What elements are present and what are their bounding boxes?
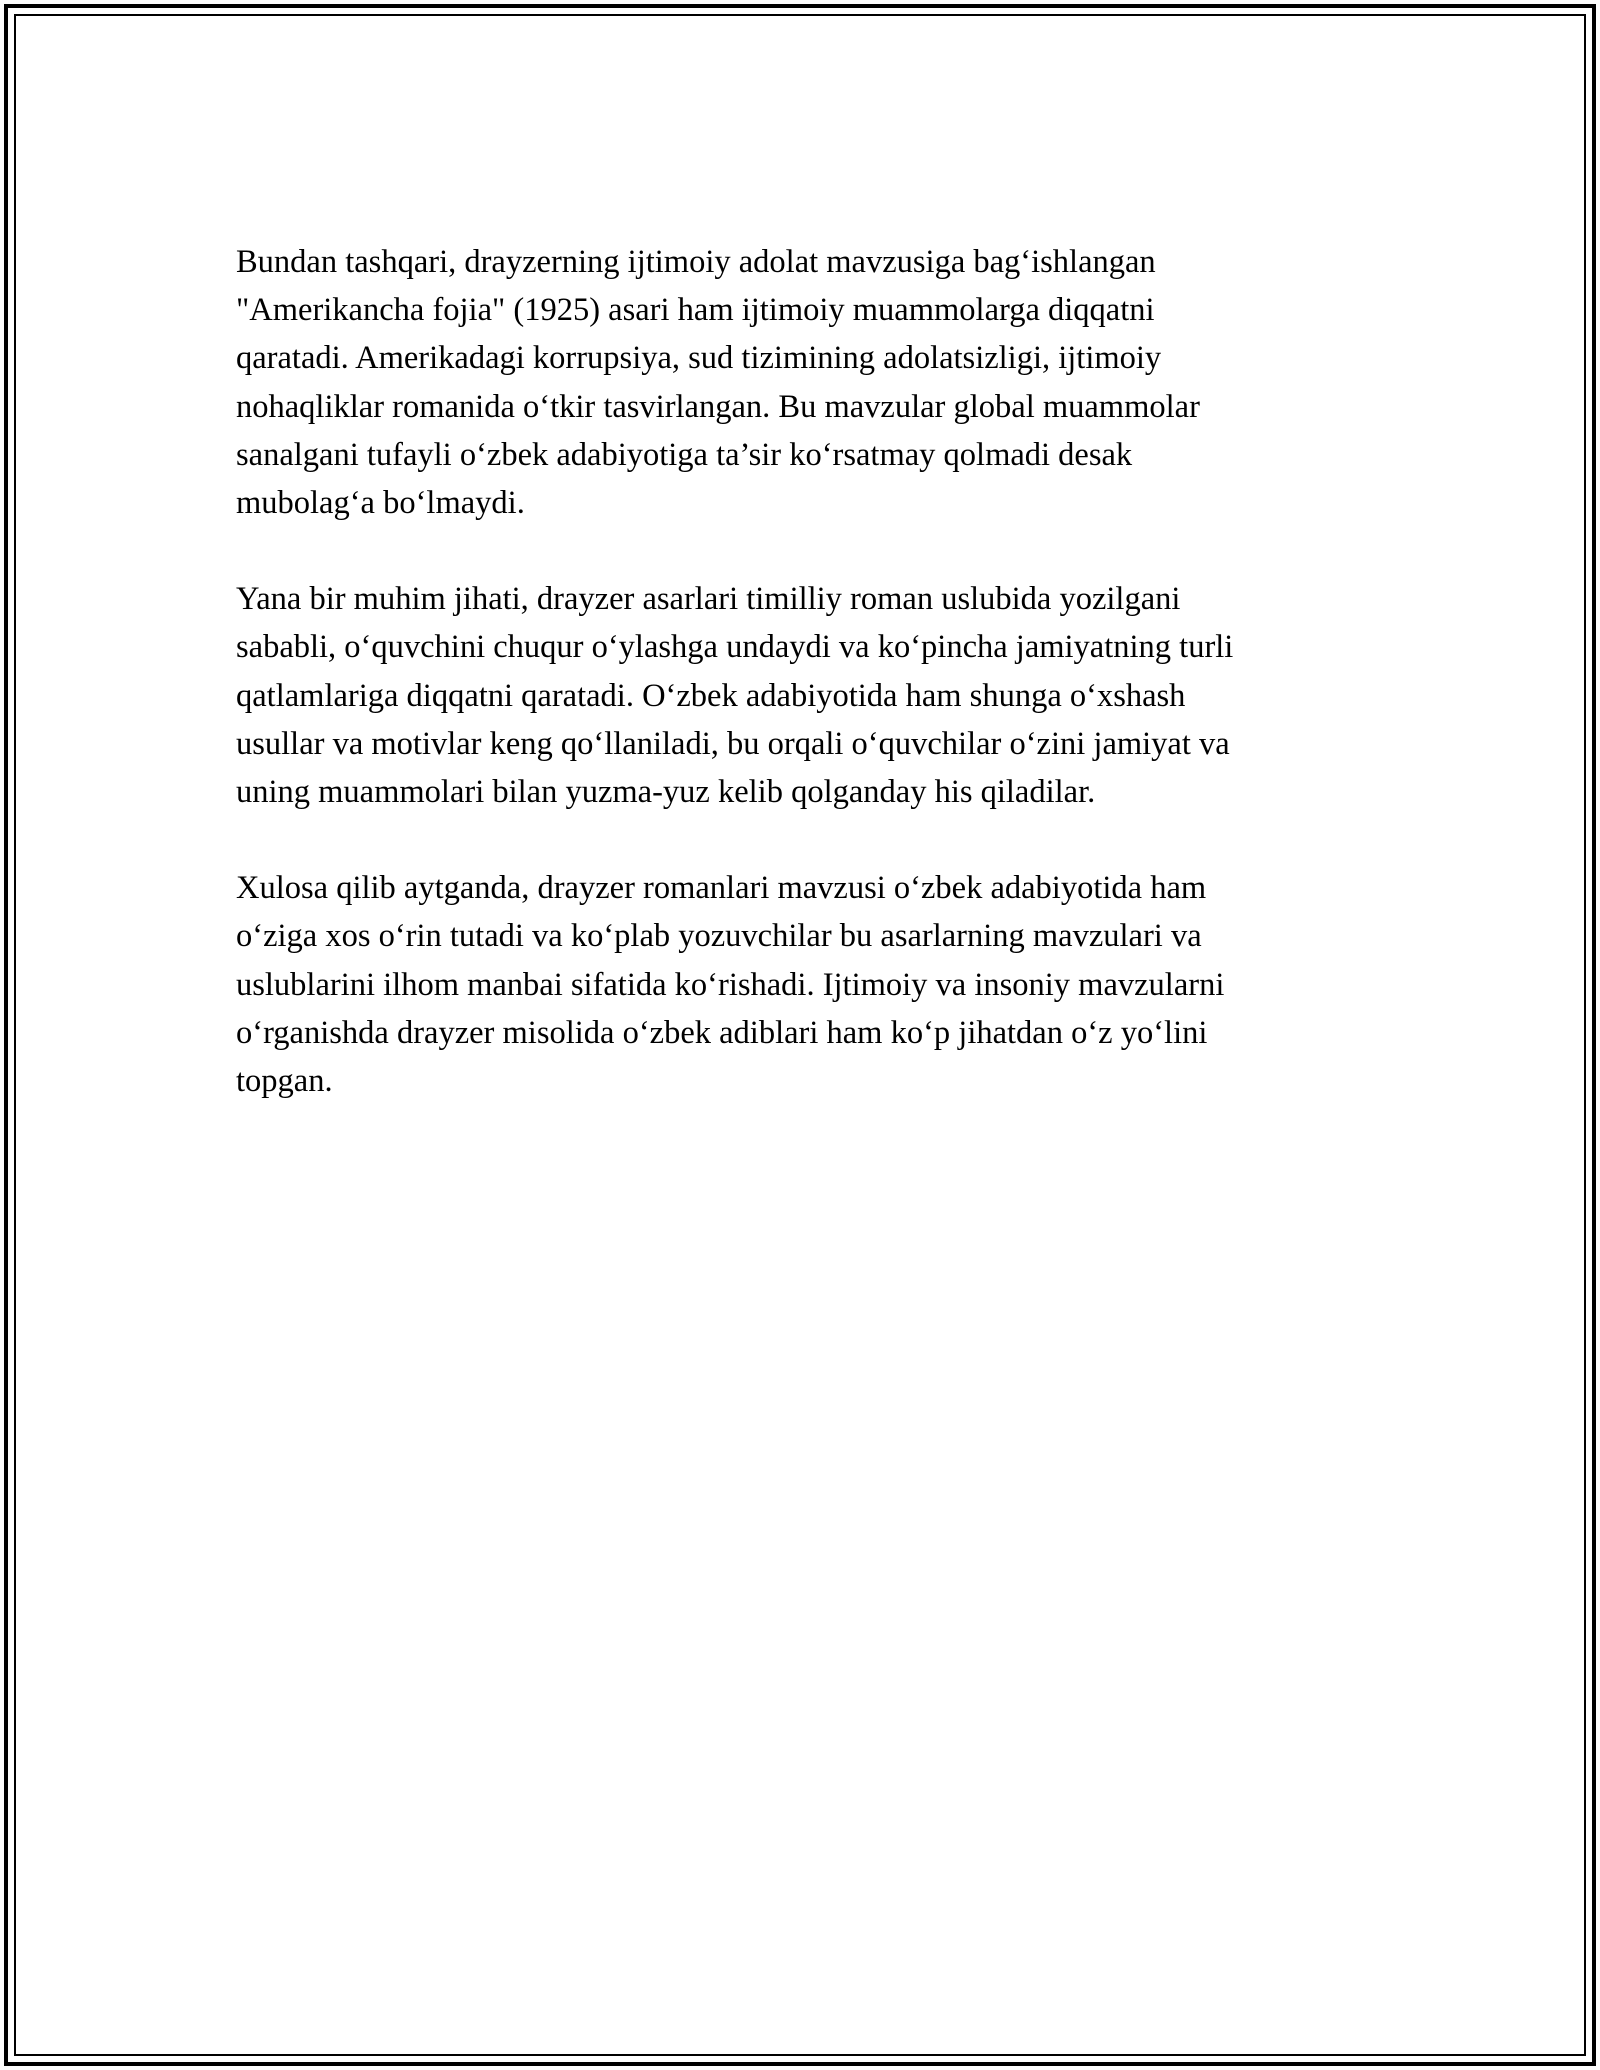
text-line: qaratadi. Amerikadagi korrupsiya, sud tizimining adolatsizligi, ijtimoiy <box>236 340 1162 377</box>
document-body <box>236 238 1376 1153</box>
text-line: sanalgani tufayli o‘zbek adabiyotiga ta’sir ko‘rsatmay qolmadi desak <box>236 436 1133 473</box>
text-line: usullar va motivlar keng qo‘llaniladi, bu orqali o‘quvchilar o‘zini jamiyat va <box>236 725 1230 762</box>
text-line: "Amerikancha fojia" (1925) asari ham ijtimoiy muammolarga diqqatni <box>236 292 1155 329</box>
text-line: Yana bir muhim jihati, drayzer asarlari timilliy roman uslubida yozilgani <box>236 581 1181 618</box>
paragraph-1 <box>236 238 1376 527</box>
text-line: uning muammolari bilan yuzma-yuz kelib qolganday his qiladilar. <box>236 774 1096 811</box>
paragraph-3 <box>236 864 1376 1105</box>
text-line: o‘ziga xos o‘rin tutadi va ko‘plab yozuvchilar bu asarlarning mavzulari va <box>236 918 1202 955</box>
text-line: Xulosa qilib aytganda, drayzer romanlari mavzusi o‘zbek adabiyotida ham <box>236 870 1207 907</box>
text-line: o‘rganishda drayzer misolida o‘zbek adiblari ham ko‘p jihatdan o‘z yo‘lini <box>236 1014 1208 1051</box>
text-line: uslublarini ilhom manbai sifatida ko‘rishadi. Ijtimoiy va insoniy mavzularni <box>236 966 1225 1003</box>
text-line: topgan. <box>236 1063 333 1100</box>
text-line: qatlamlariga diqqatni qaratadi. O‘zbek adabiyotida ham shunga o‘xshash <box>236 677 1186 714</box>
text-line: mubolag‘a bo‘lmaydi. <box>236 485 525 522</box>
text-line: nohaqliklar romanida o‘tkir tasvirlangan. Bu mavzular global muammolar <box>236 388 1200 425</box>
text-line: sababli, o‘quvchini chuqur o‘ylashga undaydi va ko‘pincha jamiyatning turli <box>236 629 1234 666</box>
text-line: Bundan tashqari, drayzerning ijtimoiy adolat mavzusiga bag‘ishlangan <box>236 244 1156 280</box>
paragraph-2 <box>236 575 1376 816</box>
